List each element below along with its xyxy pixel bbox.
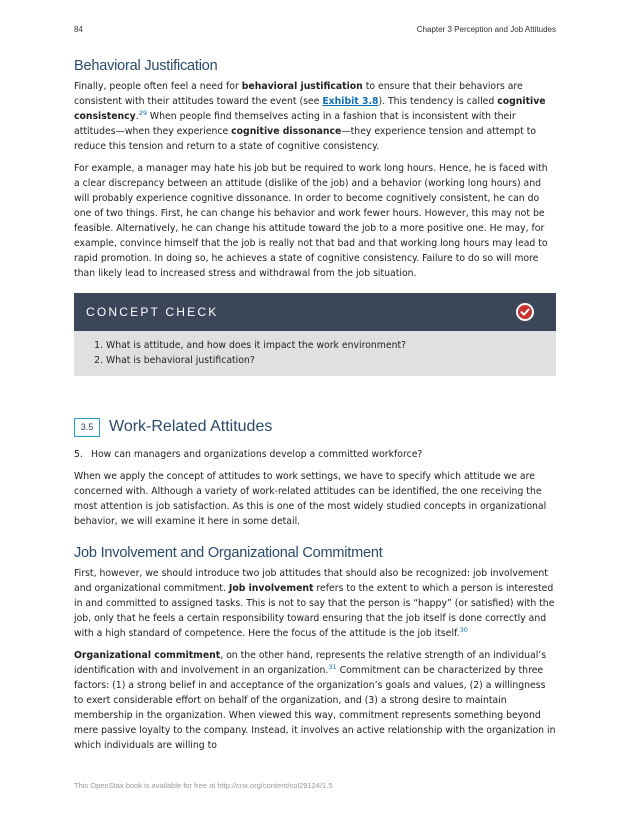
page-footer: This OpenStax book is available for free at http://cnx.org/content/col29124/1.5 (74, 781, 333, 790)
concept-check-title: CONCEPT CHECK (86, 305, 219, 319)
work-attitudes-paragraph: When we apply the concept of attitudes to work settings, we have to specify which attitude we are concerned with. Although a variety of work-related attitudes can be identified, the one receiving the most attention is job satisfaction. As this is one of the most widely studied concepts in organizational behavior, we will examine it here in some detail. (74, 471, 547, 527)
concept-check-box (74, 293, 556, 376)
page-content (74, 58, 556, 760)
concept-check-item: 1. What is attitude, and how does it impact the work environment? (106, 338, 540, 353)
job-involvement-heading: Job Involvement and Organizational Commitment (74, 545, 383, 561)
learning-objective-number: 5. (74, 449, 83, 460)
behavioral-justification-heading: Behavioral Justification (74, 58, 218, 74)
concept-check-list (90, 338, 540, 368)
key-term: behavioral justification (241, 81, 363, 92)
footnote-ref[interactable]: 30 (459, 625, 468, 634)
learning-objective-text: How can managers and organizations develop a committed workforce? (91, 449, 423, 460)
footnote-ref[interactable]: 29 (138, 108, 147, 117)
key-term: Job involvement (228, 583, 314, 594)
chapter-header: Chapter 3 Perception and Job Attitudes (416, 25, 556, 34)
exhibit-link[interactable]: Exhibit 3.8 (322, 96, 379, 107)
concept-check-body (74, 331, 556, 376)
concept-check-item: 2. What is behavioral justification? (106, 353, 540, 368)
page-number: 84 (74, 25, 83, 34)
behavioral-paragraph-1: Finally, people often feel a need for behavioral justification to ensure that their behaviors are consistent with their attitudes toward the event (see Exhibit 3.8). This tendency is called cognitive consistency.$^{29}$ When people find themselves acting in a fashion that is inconsistent with their attitudes—when they experience cognitive dissonance—they experience tension and attempt to reduce this tension and return to a state of cognitive consistency. (74, 81, 546, 152)
key-term: Organizational commitment (74, 650, 221, 661)
learning-objective (74, 447, 556, 462)
section-title: Work-Related Attitudes (109, 418, 273, 435)
key-term: cognitive consistency (74, 96, 546, 122)
key-term: cognitive dissonance (231, 126, 342, 137)
concept-check-header (74, 293, 556, 331)
section-number-badge: 3.5 (74, 418, 100, 437)
job-involvement-paragraph: First, however, we should introduce two job attitudes that should also be recognized: job involvement and organizational commitment. Job involvement refers to the extent to which a person is interested in and committed to assigned tasks. This is not to say that the person is “happy” (or satisfied) with the job, only that he feels a certain responsibility toward ensuring that the job itself is done correctly and with a high standard of competence. Here the focus of the attitude is the job itself.$^{30}$ (74, 568, 555, 639)
check-circle-icon (516, 303, 534, 321)
organizational-commitment-paragraph: Organizational commitment, on the other hand, represents the relative strength of an individual’s identification with and involvement in an organization.$^{31}$ Commitment can be characterized by three factors: (1) a strong belief in and acceptance of the organization’s goals and values, (2) a willingness to exert considerable effort on behalf of the organization, and (3) a strong desire to maintain membership in the organization. When viewed this way, commitment represents something beyond mere passive loyalty to the company. Instead, it involves an active relationship with the organization in which individuals are willing to (74, 650, 556, 751)
footnote-ref[interactable]: 31 (328, 662, 337, 671)
section-heading (74, 416, 556, 438)
behavioral-paragraph-2: For example, a manager may hate his job but be required to work long hours. Hence, he is faced with a clear discrepancy between an attitude (dislike of the job) and a behavior (working long hours) and will probably experience cognitive dissonance. In order to become cognitively consistent, he can do one of two things. First, he can change his behavior and work fewer hours. However, this may not be feasible. Alternatively, he can change his attitude toward the job to a more positive one. He may, for example, convince himself that the job is really not that bad and that working long hours may lead to rapid promotion. In doing so, he achieves a state of cognitive consistency. Failure to do so will more than likely lead to increased stress and withdrawal from the job situation. (74, 163, 548, 279)
